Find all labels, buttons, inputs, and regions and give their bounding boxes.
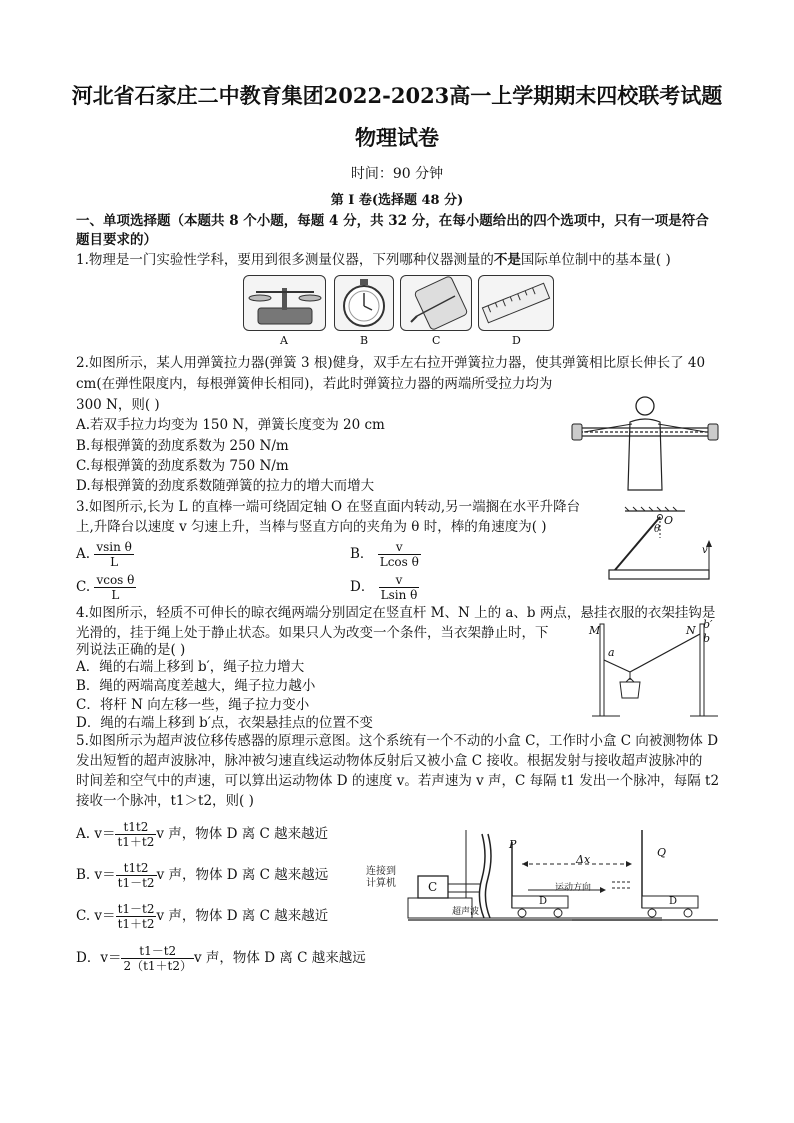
q1-label-d: D — [512, 334, 521, 347]
q3-option-b-den: Lcos θ — [379, 555, 419, 569]
ultrasonic-sensor-figure — [362, 826, 722, 926]
q3-option-b — [350, 536, 421, 572]
q2-option-d: D.每根弹簧的劲度系数随弹簧的拉力的增大而增大 — [76, 478, 375, 494]
q5-fig-connect-label: 连接到 — [366, 866, 396, 877]
q5-fig-cart-d2: D — [669, 896, 678, 907]
q3-option-c-num: vcos θ — [96, 573, 135, 587]
q5-fig-label-q: Q — [657, 846, 667, 859]
q5-option-d-den: 2（t1＋t2） — [123, 959, 193, 973]
q5-option-b-label: B. v＝ — [76, 867, 116, 883]
q3-option-b-num: v — [378, 540, 421, 555]
q1-stem — [76, 250, 671, 270]
q5-stem-line2: 发出短暂的超声波脉冲，脉冲被匀速直线运动物体反射后又被小盒 C 接收。根据发射与接收超声波脉冲的 — [76, 753, 703, 769]
q3-option-d-num: v — [379, 573, 420, 588]
clothesline-figure — [590, 620, 720, 720]
volume-heading: 第 I 卷(选择题 48 分) — [330, 193, 464, 208]
q1-label-b: B — [360, 334, 369, 347]
q5-option-b-tail: v 声，物体 D 离 C 越来越远 — [156, 867, 329, 883]
stopwatch-image — [334, 275, 394, 331]
q4-stem-line2: 光滑的，挂于绳上处于静止状态。如果只人为改变一个条件，当衣架静止时，下 — [76, 625, 549, 641]
q5-fig-computer-label: 计算机 — [366, 878, 396, 889]
q3-stem-line1: 3.如图所示,长为 L 的直棒一端可绕固定轴 O 在竖直面内转动,另一端搁在水平升降台 — [76, 499, 581, 515]
ruler-image — [478, 275, 554, 331]
q2-stem-line2: cm(在弹性限度内，每根弹簧伸长相同)，若此时弹簧拉力器的两端所受拉力均为 — [76, 376, 553, 392]
q3-option-d-label: D． — [350, 579, 375, 595]
paper-title: 河北省石家庄二中教育集团2022-2023高一上学期期末四校联考试题 — [71, 83, 723, 108]
q2-stem-line1: 2.如图所示，某人用弹簧拉力器(弹簧 3 根)健身，双手左右拉开弹簧拉力器，使其弹簧相比原长伸长了 40 — [76, 355, 706, 371]
q3-option-a-num: vsin θ — [96, 540, 132, 554]
q5-fig-label-dx: Δx — [576, 853, 591, 866]
spring-scale-icon — [401, 276, 471, 330]
q4-fig-label-b-prime: b′ — [703, 618, 713, 631]
q3-option-c-den: L — [111, 588, 120, 602]
q3-option-a-label: A. — [76, 546, 91, 562]
stopwatch-icon — [335, 276, 393, 330]
q4-option-a: A．绳的右端上移到 b′，绳子拉力增大 — [76, 659, 305, 675]
section-heading-cont: 题目要求的） — [76, 232, 157, 248]
q5-option-b-num: t1t2 — [116, 861, 157, 876]
exam-time: 时间：90 分钟 — [350, 166, 444, 182]
q5-option-a-label: A. v＝ — [76, 826, 116, 842]
q5-option-c-num: t1－t2 — [117, 902, 155, 916]
q4-stem-line1: 4.如图所示，轻质不可伸长的晾衣绳两端分别固定在竖直杆 M、N 上的 a、b 两点，悬挂衣服的衣架挂钩是 — [76, 605, 716, 621]
q5-stem-line4: 接收一个脉冲，t1＞t2，则( ) — [76, 793, 254, 809]
q1-stem-post: 国际单位制中的基本量( ) — [520, 252, 671, 268]
spring-scale-image — [400, 275, 472, 331]
q1-label-a: A — [280, 334, 288, 347]
q5-option-c-den: t1＋t2 — [117, 917, 155, 931]
q4-fig-label-m: M — [589, 624, 601, 637]
q3-option-b-label: B． — [350, 546, 374, 562]
q3-option-a — [76, 536, 134, 572]
q4-option-c: C．将杆 N 向左移一些，绳子拉力变小 — [76, 697, 310, 713]
q2-stem-line3: 300 N，则( ) — [76, 397, 160, 413]
q3-option-d — [350, 569, 419, 605]
q3-fig-label-o: O — [664, 514, 674, 527]
q3-option-c — [76, 569, 136, 605]
q3-stem-line2: 上,升降台以速度 v 匀速上升，当棒与竖直方向的夹角为 θ 时，棒的角速度为( ) — [76, 519, 547, 535]
spring-expander-figure — [570, 392, 720, 492]
q1-label-c: C — [432, 334, 441, 347]
q5-option-a-num: t1t2 — [115, 820, 156, 835]
q5-fig-box-c: C — [428, 880, 438, 894]
q2-option-b: B.每根弹簧的劲度系数为 250 N/m — [76, 438, 289, 454]
q5-option-d-num: t1－t2 — [121, 944, 194, 959]
q4-fig-label-b: b — [703, 632, 711, 645]
q2-option-a: A.若双手拉力均变为 150 N，弹簧长度变为 20 cm — [76, 417, 385, 433]
q2-option-c: C.每根弹簧的劲度系数为 750 N/m — [76, 458, 289, 474]
q4-option-b: B．绳的两端高度差越大，绳子拉力越小 — [76, 678, 316, 694]
q5-stem-line1: 5.如图所示为超声波位移传感器的原理示意图。这个系统有一个不动的小盒 C，工作时小盒 C 向被测物体 D — [76, 733, 719, 749]
paper-subtitle: 物理试卷 — [355, 125, 439, 150]
q3-option-a-den: L — [110, 555, 119, 569]
q5-fig-label-p: P — [509, 838, 517, 851]
q5-option-c-tail: v 声，物体 D 离 C 越来越近 — [156, 908, 329, 924]
balance-scale-icon — [244, 276, 325, 330]
q5-option-b-den: t1－t2 — [117, 876, 155, 890]
q5-option-a-tail: v 声，物体 D 离 C 越来越近 — [156, 826, 329, 842]
q5-option-d-label: D．v＝ — [76, 950, 122, 966]
section-heading: 一、单项选择题（本题共 8 个小题，每题 4 分，共 32 分，在每小题给出的四个选项中，只有一项是符合 — [76, 213, 709, 229]
q4-option-d: D．绳的右端上移到 b′点，衣架悬挂点的位置不变 — [76, 715, 373, 731]
q5-option-c-label: C. v＝ — [76, 908, 116, 924]
q4-stem-line3: 列说法正确的是( ) — [76, 642, 186, 658]
q3-option-c-label: C. — [76, 579, 91, 595]
q5-stem-line3: 时间差和空气中的声速，可以算出运动物体 D 的速度 v。若声速为 v 声，C 每隔 t1 发出一个脉冲，每隔 t2 — [76, 773, 720, 789]
q5-option-a-den: t1＋t2 — [117, 835, 155, 849]
balance-scale-image — [243, 275, 326, 331]
q1-stem-pre: 1.物理是一门实验性学科，要用到很多测量仪器，下列哪种仪器测量的 — [76, 252, 494, 268]
ruler-icon — [479, 276, 553, 330]
q5-option-d — [76, 940, 366, 976]
q3-fig-label-theta: θ — [654, 524, 661, 535]
q5-option-d-tail: v 声，物体 D 离 C 越来越远 — [194, 950, 366, 966]
q4-fig-label-n: N — [686, 624, 696, 637]
q5-fig-direction-label: 运动方向 — [555, 883, 592, 893]
q5-option-a — [76, 816, 328, 852]
q3-option-d-den: Lsin θ — [380, 588, 418, 602]
q3-fig-label-v: v — [702, 545, 708, 556]
q1-stem-emphasis: 不是 — [493, 252, 521, 268]
q4-fig-label-a: a — [608, 646, 615, 659]
q5-fig-cart-d1: D — [539, 896, 548, 907]
q5-fig-wave-label: 超声波 — [452, 907, 480, 917]
q5-option-c — [76, 898, 328, 934]
q5-option-b — [76, 857, 328, 893]
